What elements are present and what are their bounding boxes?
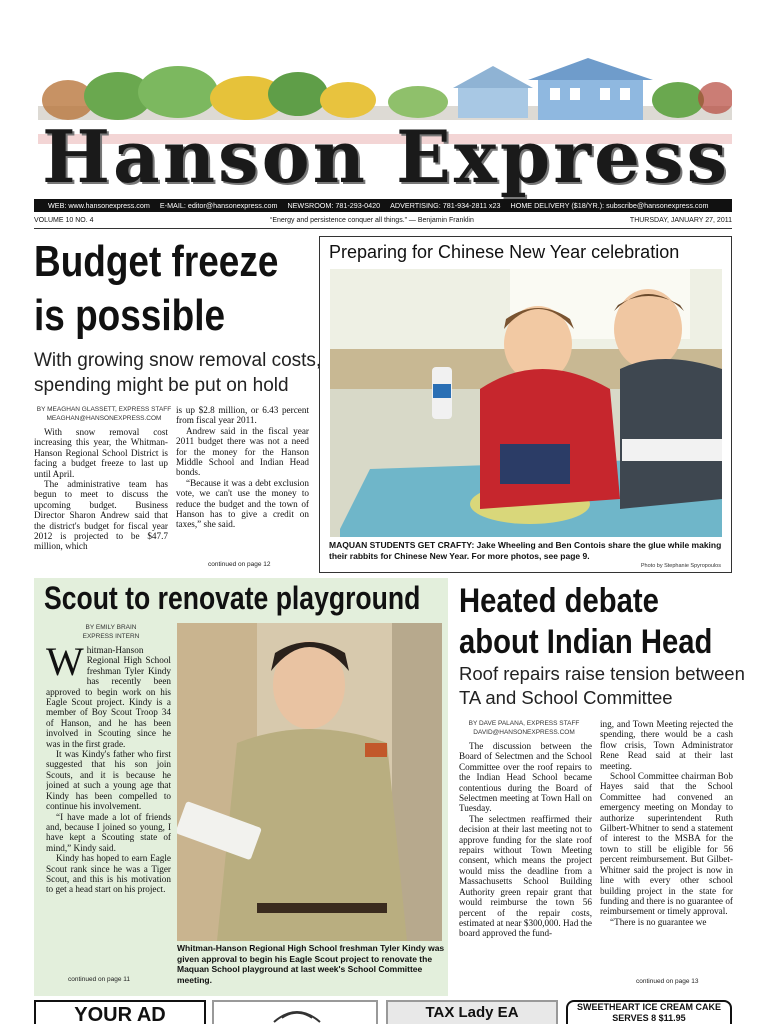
paragraph: The selectmen reaffirmed their decision at their last meeting not to approve funding for the slate roof repairs without Town Meeting consent, which means the project would miss the deadline from a Massachusetts School Building Authority green repair grant that would reimburse the town 56 percent of the repair costs, estimated at near $300,000. Had the board approved the fund- (459, 813, 592, 939)
ad-logo-icon (214, 1002, 378, 1024)
paragraph: With snow removal cost increasing this year, the Whitman-Hanson Regional School District is facing a budget freeze to last up until April. (34, 427, 168, 479)
indian-head-headline-line2: about Indian Head (459, 623, 713, 661)
paragraph (46, 645, 171, 749)
indian-head-byline-name: BY DAVE PALANA, EXPRESS STAFF (468, 720, 580, 727)
indian-head-deck-line2: TA and School Committee (459, 687, 673, 708)
masthead-title: Hanson Express (42, 114, 730, 199)
students-photo (330, 269, 722, 537)
indian-head-continued[interactable]: continued on page 13 (636, 978, 699, 985)
paragraph: “Because it was a debt exclusion vote, we can't use the money to reduce the budget and the town of Hanson has to give a credit on taxes,” she said. (176, 477, 309, 530)
indian-head-column-1 (459, 741, 592, 987)
budget-byline (34, 405, 174, 423)
scout-byline (66, 623, 156, 641)
chinese-new-year-feature (319, 236, 732, 573)
photo-caption: MAQUAN STUDENTS GET CRAFTY: Jake Wheeling and Ben Contois share the glue while making their rabbits for Chinese New Year. For more photos, see page 9. (329, 540, 722, 561)
paragraph: The discussion between the Board of Selectmen and the School Committee over the roof repairs to the Indian Head School became contentious during the Board of Selectmen meeting at Town Hall on Tuesday. (459, 741, 592, 814)
scout-column (46, 645, 171, 971)
indian-head-byline-email[interactable]: DAVID@HANSONEXPRESS.COM (473, 729, 575, 736)
indian-head-byline (459, 719, 589, 737)
paragraph: “There is no guarantee we (610, 916, 707, 927)
web-link[interactable]: WEB: www.hansonexpress.com (48, 201, 150, 210)
budget-headline-line1: Budget freeze (34, 237, 279, 286)
budget-column-1 (34, 427, 168, 567)
budget-deck-line1: With growing snow removal costs, (34, 350, 322, 371)
scout-p1: hitman-Hanson Regional High School freshman Tyler Kindy has recently been approved to begin work on his Eagle Scout project. Kindy is a member of Boy Scout Troop 34 of Hanson, and he has been involved in Scouting since he was in the first grade. (46, 645, 171, 749)
photo-credit: Photo by Stephanie Spyropoulos (640, 563, 721, 569)
advertising-phone: ADVERTISING: 781-934-2811 x23 (390, 201, 501, 210)
email-link[interactable]: E-MAIL: editor@hansonexpress.com (159, 201, 278, 210)
ad-logo[interactable] (212, 1000, 378, 1024)
scout-continued[interactable]: continued on page 11 (68, 976, 131, 983)
issue-date: THURSDAY, JANUARY 27, 2011 (629, 217, 732, 224)
home-delivery: HOME DELIVERY ($18/YR.): subscribe@hansonexpress.com (510, 201, 709, 210)
newsroom-phone: NEWSROOM: 781-293-0420 (287, 201, 381, 210)
drop-cap: W (46, 645, 84, 684)
scout-byline-name: BY EMILY BRAIN (85, 624, 137, 631)
budget-byline-name: BY MEAGHAN GLASSETT, EXPRESS STAFF (36, 406, 172, 413)
paragraph: Andrew said in the fiscal year 2011 budget there was not a need for the money for the Hanson Middle School and Indian Head bonds. (176, 425, 309, 478)
scout-photo (177, 623, 442, 941)
ad-ice-cream-line1: SWEETHEART ICE CREAM CAKE (576, 1002, 721, 1012)
paragraph: “I have made a lot of friends and, because I joined so young, I have kept a Scouting state of mind,” Kindy said. (46, 811, 171, 853)
scout-byline-title: EXPRESS INTERN (82, 633, 140, 640)
indian-head-column-2 (600, 719, 733, 977)
budget-deck-line2: spending might be put on hold (34, 375, 289, 396)
budget-headline-line2: is possible (34, 291, 226, 340)
scout-headline: Scout to renovate playground (44, 580, 421, 616)
ad-ice-cream-line2: SERVES 8 $11.95 (612, 1013, 686, 1023)
masthead-quote: “Energy and persistence conquer all things.” — Benjamin Franklin (270, 217, 474, 224)
ad-tax-lady[interactable]: TAX Lady EA (386, 1000, 558, 1024)
paragraph: is up $2.8 million, or 6.43 percent from fiscal year 2011. (176, 405, 309, 426)
scout-photo-caption: Whitman-Hanson Regional High School freshman Tyler Kindy was given approval to begin his Eagle Scout project to renovate the Maquan School playground at last week's School Committee meeting. (177, 943, 445, 985)
budget-continued[interactable]: continued on page 12 (208, 561, 271, 568)
contact-bar (34, 199, 732, 212)
feature-title: Preparing for Chinese New Year celebration (329, 242, 680, 262)
ad-your-ad[interactable]: YOUR AD (34, 1000, 206, 1024)
paragraph: School Committee chairman Bob Hayes said that the School Committee had convened an emergency meeting on Monday to authorize superintendent Ruth Gilbert-Whitner to send a statement of interest to the MSBA for the town to still be eligible for 56 percent reimbursement. But Gilbet-Whitner said the project is now in line with every other school building project in the state for funding and there is no guarantee of reimbursement or timely approval. (600, 771, 733, 917)
paragraph: It was Kindy's father who first suggested that his son join Scouts, and it is because he joined at such a young age that Kindy has been compelled to continue his involvement. (46, 749, 171, 812)
budget-byline-email[interactable]: MEAGHAN@HANSONEXPRESS.COM (46, 415, 162, 422)
ad-ice-cream[interactable] (566, 1000, 732, 1024)
indian-head-headline-line1: Heated debate (459, 582, 659, 620)
budget-column-2 (176, 405, 309, 557)
paragraph: Kindy has hoped to earn Eagle Scout rank since he was a Tiger Scout, and this is his motivation to get a head start on his project. (46, 853, 171, 895)
dateline (34, 215, 732, 227)
volume-number: VOLUME 10 NO. 4 (34, 217, 94, 224)
paragraph: The administrative team has begun to meet to discuss the upcoming budget. Business Director Sharon Andrew said that the district's budget for fiscal year 2012 is projected to be $47.7 million, which (34, 479, 168, 552)
indian-head-deck-line1: Roof repairs raise tension between (459, 663, 745, 684)
paragraph: ing, and Town Meeting rejected the spending, there would be a cash flow crisis, Town Administrator Rene Read said at their last meeting. (600, 719, 733, 771)
divider (34, 228, 732, 229)
